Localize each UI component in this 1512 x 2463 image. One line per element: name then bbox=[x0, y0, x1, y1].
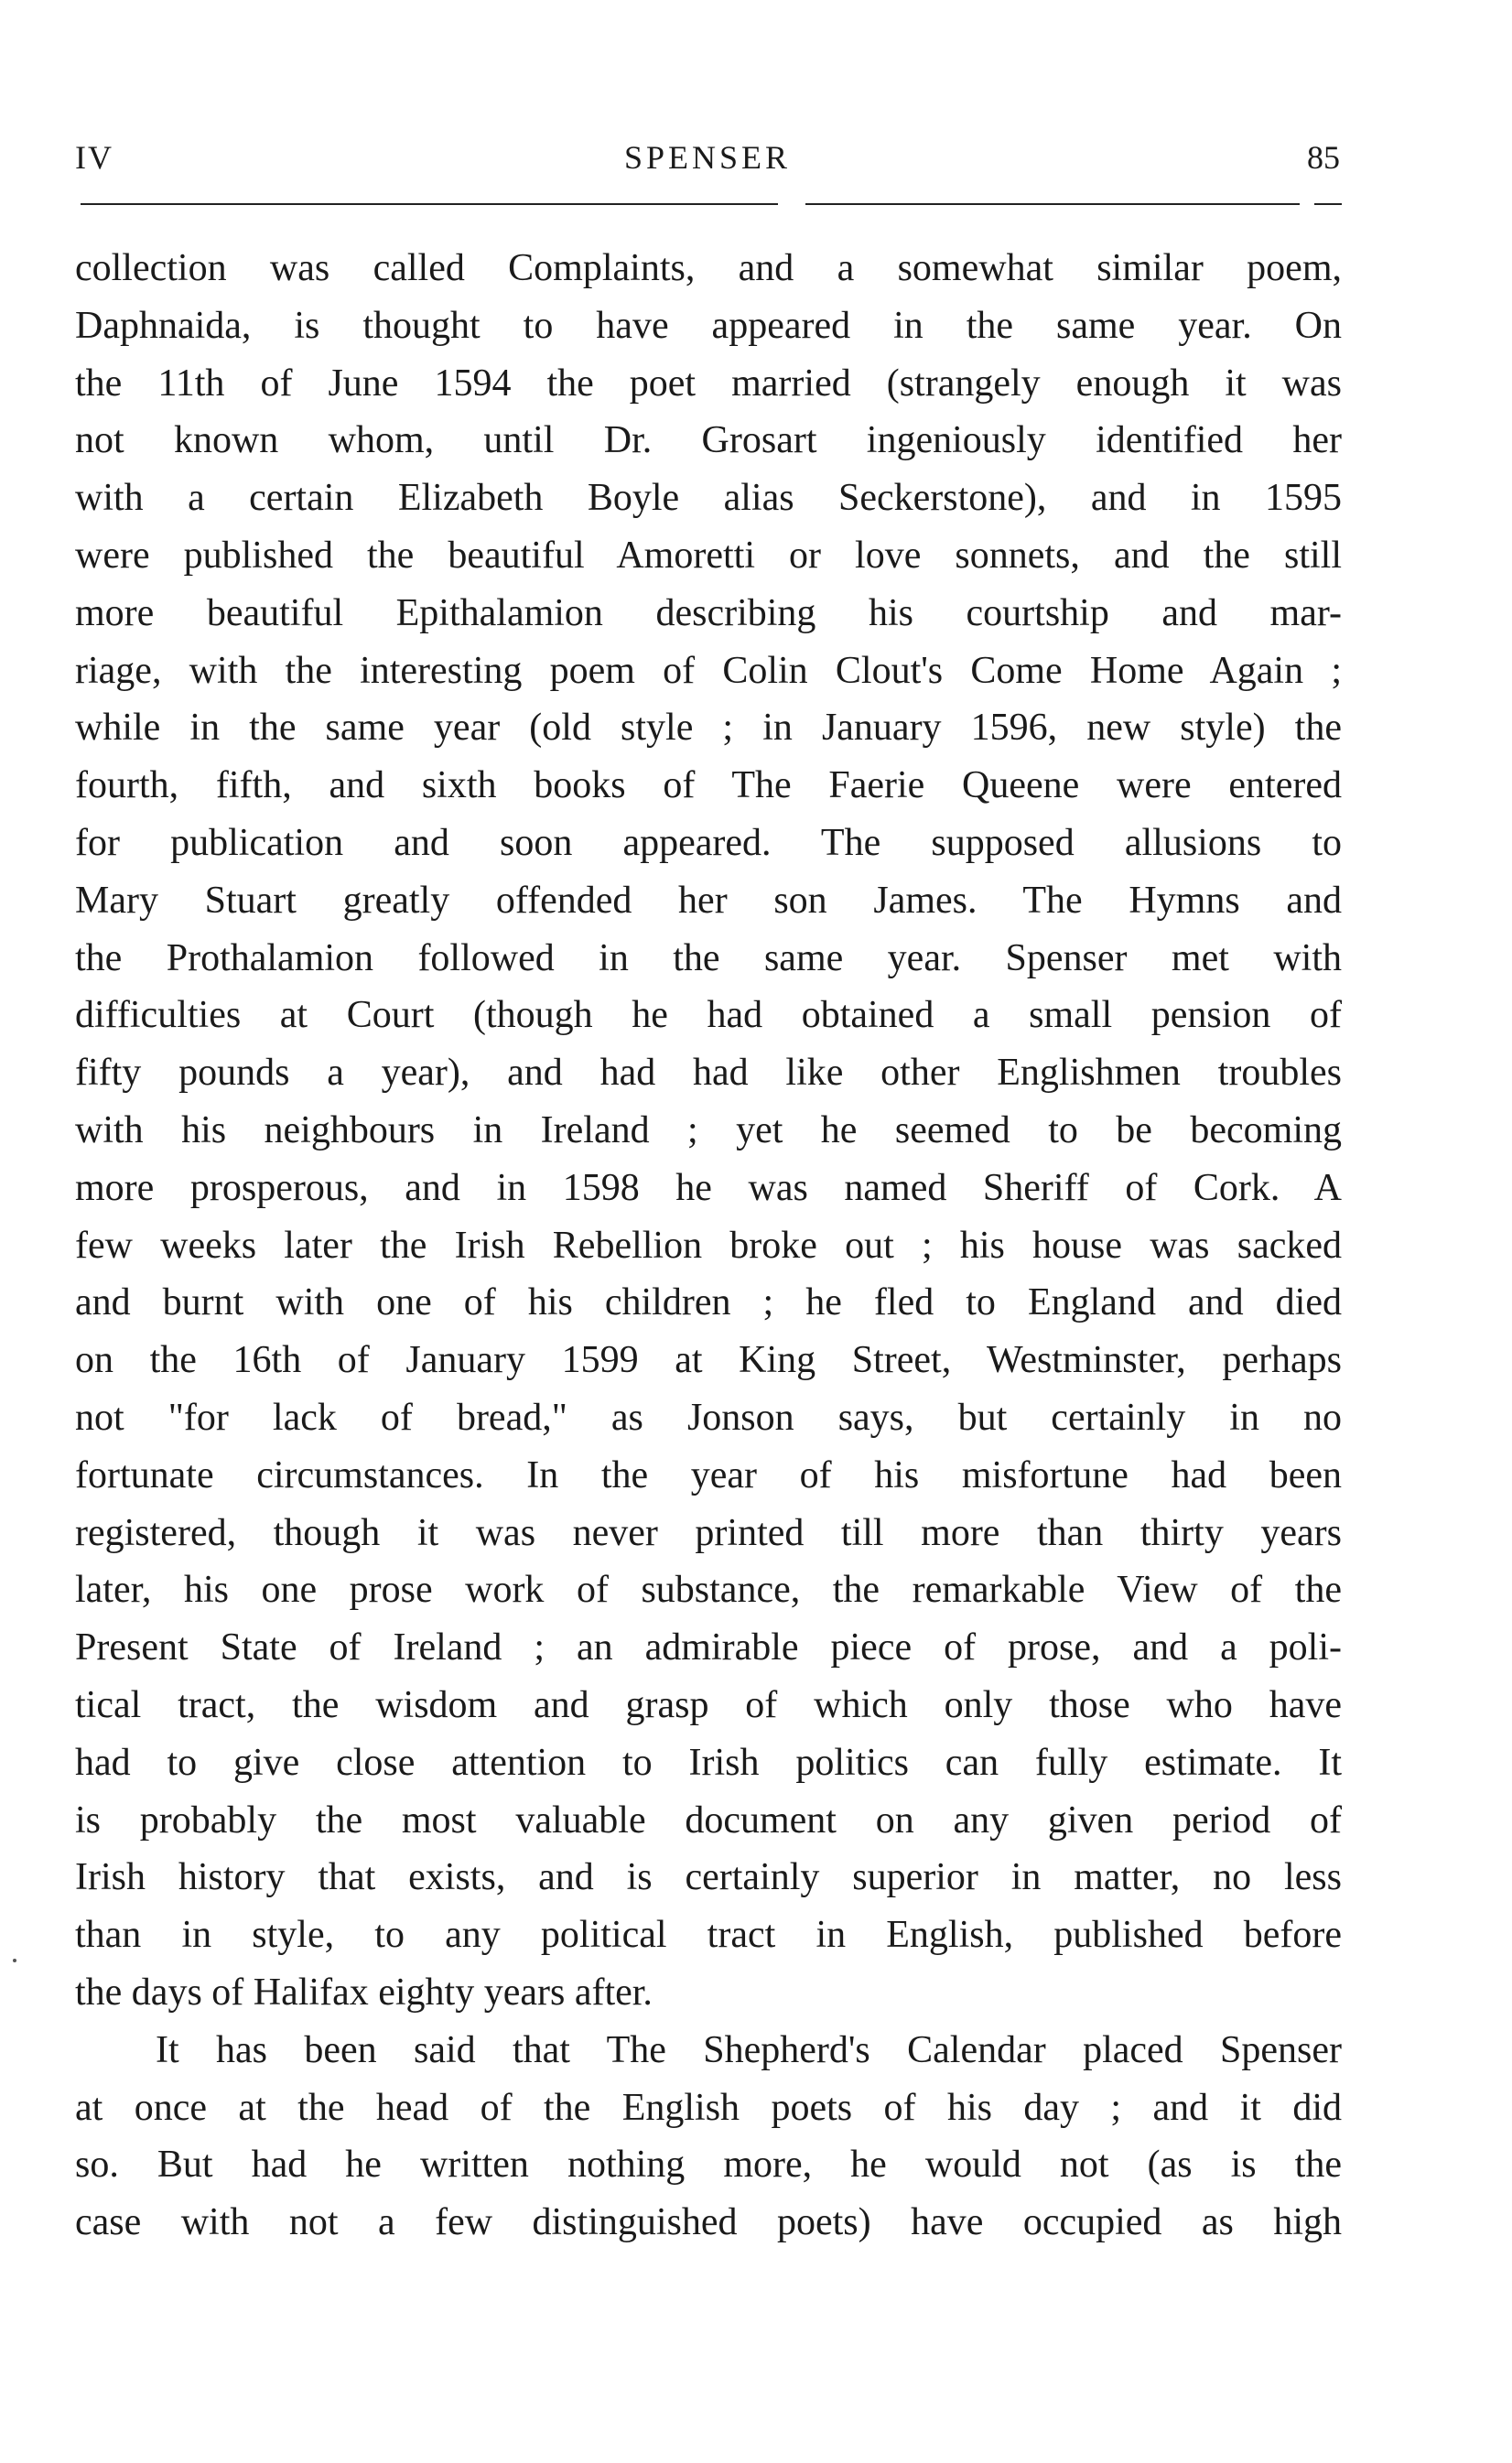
text-line: so. But had he written nothing more, he would not (as is the bbox=[75, 2144, 1342, 2187]
text-line: not known whom, until Dr. Grosart ingeniously identified her bbox=[75, 419, 1342, 462]
text-line: is probably the most valuable document on any given period of bbox=[75, 1799, 1342, 1842]
text-line: while in the same year (old style ; in January 1596, new style) the bbox=[75, 707, 1342, 750]
text-line: had to give close attention to Irish politics can fully estimate. It bbox=[75, 1741, 1342, 1784]
paragraph-first-line: It has been said that The Shepherd's Calendar placed Spenser bbox=[156, 2028, 1342, 2071]
text-line: than in style, to any political tract in English, published before bbox=[75, 1914, 1342, 1957]
text-line: and burnt with one of his children ; he fled to England and died bbox=[75, 1281, 1342, 1324]
header-rule bbox=[805, 203, 1300, 205]
running-title: SPENSER bbox=[623, 139, 792, 176]
body-text bbox=[75, 240, 1342, 2252]
running-head bbox=[75, 130, 1340, 185]
text-line: for publication and soon appeared. The supposed allusions to bbox=[75, 821, 1342, 864]
text-line: fortunate circumstances. In the year of his misfortune had been bbox=[75, 1453, 1342, 1496]
text-line: not "for lack of bread," as Jonson says, but certainly in no bbox=[75, 1396, 1342, 1439]
text-line: registered, though it was never printed till more than thirty years bbox=[75, 1511, 1342, 1554]
text-line: fourth, fifth, and sixth books of The Faerie Queene were entered bbox=[75, 764, 1342, 807]
text-line: more prosperous, and in 1598 he was named Sheriff of Cork. A bbox=[75, 1166, 1342, 1209]
text-line: the 11th of June 1594 the poet married (strangely enough it was bbox=[75, 362, 1342, 405]
header-rule bbox=[1314, 203, 1342, 205]
text-line: riage, with the interesting poem of Colin Clout's Come Home Again ; bbox=[75, 649, 1342, 692]
text-line: at once at the head of the English poets of his day ; and it did bbox=[75, 2086, 1342, 2129]
text-line: later, his one prose work of substance, the remarkable View of the bbox=[75, 1569, 1342, 1612]
text-line: on the 16th of January 1599 at King Street, Westminster, perhaps bbox=[75, 1339, 1342, 1382]
header-rule bbox=[81, 203, 778, 205]
text-line: were published the beautiful Amoretti or love sonnets, and the still bbox=[75, 534, 1342, 577]
text-line: the Prothalamion followed in the same year. Spenser met with bbox=[75, 936, 1342, 979]
text-line: Irish history that exists, and is certainly superior in matter, no less bbox=[75, 1856, 1342, 1899]
text-line: Daphnaida, is thought to have appeared in the same year. On bbox=[75, 304, 1342, 347]
margin-speck bbox=[13, 1959, 16, 1962]
text-line: few weeks later the Irish Rebellion broke out ; his house was sacked bbox=[75, 1224, 1342, 1267]
text-line: more beautiful Epithalamion describing his courtship and mar- bbox=[75, 591, 1342, 634]
text-line: Mary Stuart greatly offended her son James. The Hymns and bbox=[75, 879, 1342, 922]
chapter-number: IV bbox=[75, 139, 113, 176]
text-line: case with not a few distinguished poets) have occupied as high bbox=[75, 2201, 1342, 2244]
text-line: difficulties at Court (though he had obtained a small pension of bbox=[75, 994, 1342, 1037]
text-line: with a certain Elizabeth Boyle alias Seckerstone), and in 1595 bbox=[75, 477, 1342, 520]
page-number: 85 bbox=[1307, 139, 1340, 176]
text-line: fifty pounds a year), and had had like other Englishmen troubles bbox=[75, 1052, 1342, 1095]
text-line: tical tract, the wisdom and grasp of which only those who have bbox=[75, 1683, 1342, 1726]
text-line: collection was called Complaints, and a somewhat similar poem, bbox=[75, 247, 1342, 289]
text-line: with his neighbours in Ireland ; yet he seemed to be becoming bbox=[75, 1108, 1342, 1151]
paragraph-last-line: the days of Halifax eighty years after. bbox=[75, 1971, 653, 2014]
text-line: Present State of Ireland ; an admirable piece of prose, and a poli- bbox=[75, 1626, 1342, 1669]
